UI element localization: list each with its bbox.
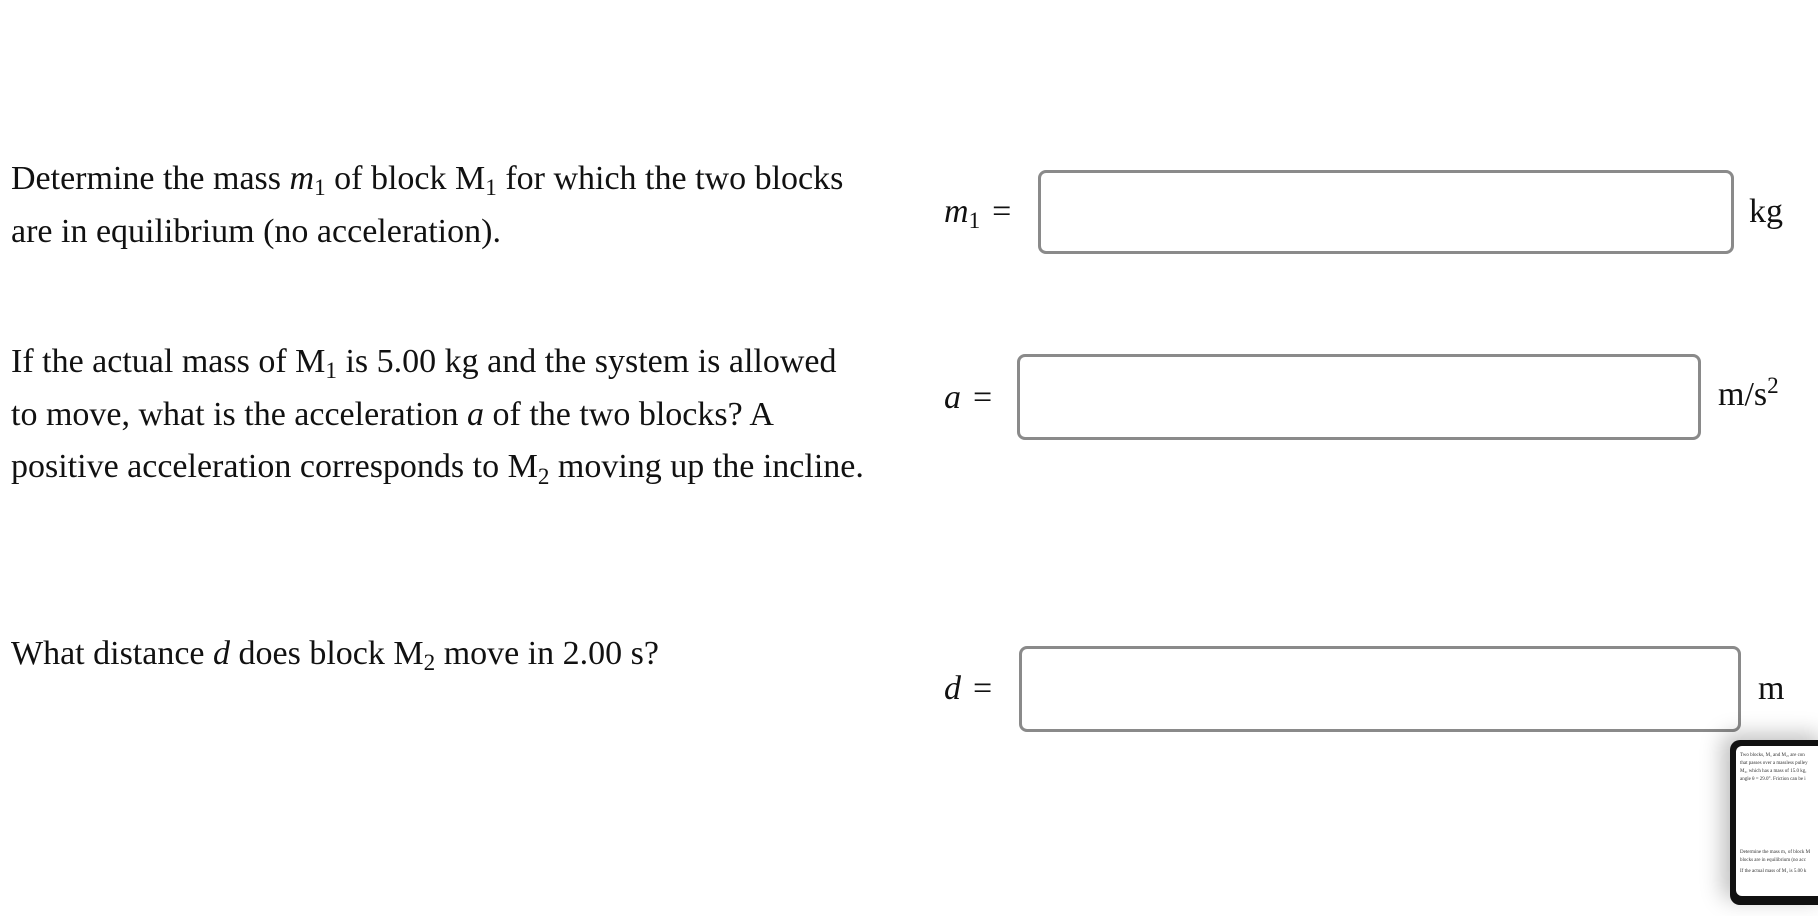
m1-label: m1 = <box>944 193 1012 235</box>
a-answer-input[interactable] <box>1017 354 1701 440</box>
d-label: d = <box>944 670 993 707</box>
m1-answer-input[interactable] <box>1038 170 1734 254</box>
m1-unit: kg <box>1749 193 1783 230</box>
question-2-text: If the actual mass of M1 is 5.00 kg and the system is allowed to move, what is the acceleration a of the two blocks? A positive acceleration corresponds to M2 moving up the incline. <box>11 343 864 490</box>
a-label: a = <box>944 379 993 416</box>
a-unit: $m/s^2$ <box>1718 373 1779 413</box>
question-1-text: Determine the mass m1 of block M1 for which the two blocks are in equilibrium (no acceleration). <box>11 160 844 250</box>
preview-intro-text: Two blocks, M₁ and M₂, are con that passes over a massless pulley M₂, which has a mass of 15.0 kg, angle θ = 29.0°. Friction can be i <box>1740 753 1808 782</box>
question-3-text: What distance d does block M2 move in 2.00 s? <box>11 635 659 677</box>
page-preview-content <box>1736 746 1818 896</box>
d-answer-input[interactable] <box>1019 646 1741 732</box>
d-unit: m <box>1758 670 1785 707</box>
preview-question-1-text: Determine the mass m₁ of block M blocks are in equilibrium (no acc <box>1740 850 1811 863</box>
preview-question-2-text: If the actual mass of M₁ is 5.00 k <box>1740 869 1807 874</box>
page-preview-thumbnail[interactable] <box>1730 740 1818 905</box>
